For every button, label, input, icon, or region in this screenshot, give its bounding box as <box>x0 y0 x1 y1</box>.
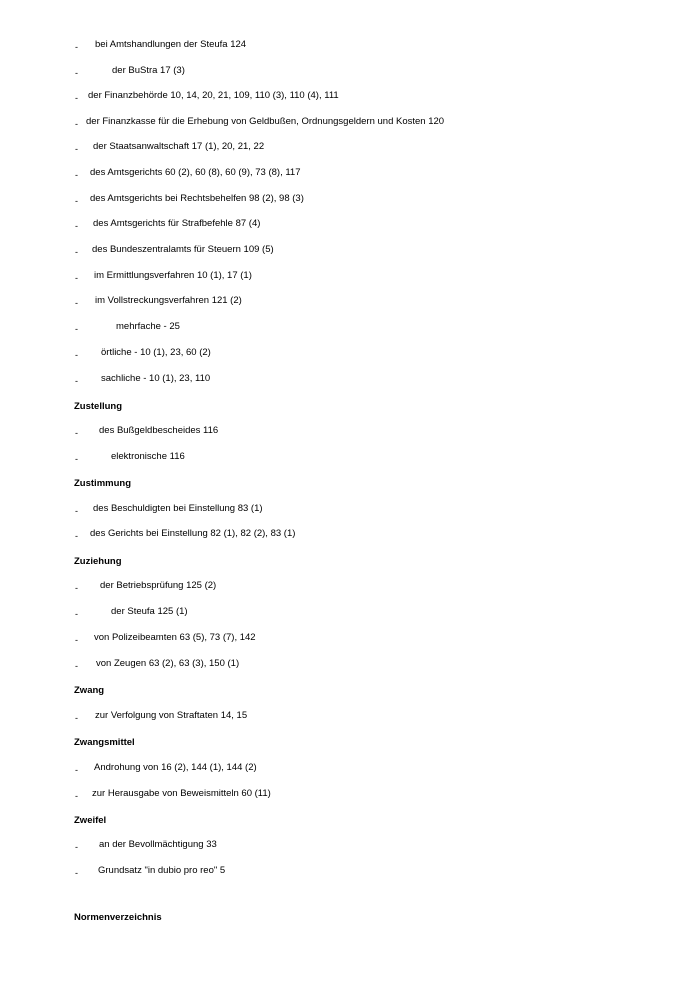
entry-text: des Beschuldigten bei Einstellung 83 (1) <box>93 503 263 514</box>
dash-glyph: - <box>75 247 78 257</box>
entry-text: örtliche - 10 (1), 23, 60 (2) <box>101 347 211 358</box>
entry-text: des Amtsgerichts für Strafbefehle 87 (4) <box>93 218 261 229</box>
entry-text: des Amtsgerichts bei Rechtsbehelfen 98 (2), 98 (3) <box>90 193 304 204</box>
dash-glyph: - <box>75 68 78 78</box>
entry-text: der Finanzkasse für die Erhebung von Geldbußen, Ordnungsgeldern und Kosten 120 <box>86 116 445 127</box>
dash-glyph: - <box>75 609 78 619</box>
dash-glyph: - <box>75 350 78 360</box>
dash-glyph: - <box>75 324 78 334</box>
entry-text: des Bußgeldbescheides 116 <box>99 425 219 436</box>
dash-glyph: - <box>75 713 78 723</box>
dash-glyph: - <box>75 221 78 231</box>
dash-glyph: - <box>75 868 78 878</box>
entry-text: im Ermittlungsverfahren 10 (1), 17 (1) <box>94 270 252 281</box>
section-title: Normenverzeichnis <box>74 912 162 923</box>
entry-text: im Vollstreckungsverfahren 121 (2) <box>95 295 242 306</box>
index-heading: Zuziehung <box>74 556 122 567</box>
entry-text: von Zeugen 63 (2), 63 (3), 150 (1) <box>96 658 240 669</box>
entry-text: des Amtsgerichts 60 (2), 60 (8), 60 (9), 73 (8), 117 <box>90 167 301 178</box>
dash-glyph: - <box>75 661 78 671</box>
index-heading: Zweifel <box>74 815 107 826</box>
entry-text: zur Herausgabe von Beweismitteln 60 (11) <box>92 788 271 799</box>
entry-text: der Finanzbehörde 10, 14, 20, 21, 109, 110 (3), 110 (4), 111 <box>88 90 339 101</box>
dash-glyph: - <box>75 842 78 852</box>
entry-text: mehrfache - 25 <box>116 321 180 332</box>
entry-text: des Gerichts bei Einstellung 82 (1), 82 (2), 83 (1) <box>90 528 296 539</box>
entry-text: sachliche - 10 (1), 23, 110 <box>101 373 211 384</box>
dash-glyph: - <box>75 93 78 103</box>
entry-text: der Betriebsprüfung 125 (2) <box>100 580 217 591</box>
entry-text: bei Amtshandlungen der Steufa 124 <box>95 39 247 50</box>
dash-glyph: - <box>75 583 78 593</box>
dash-glyph: - <box>75 428 78 438</box>
entry-text: zur Verfolgung von Straftaten 14, 15 <box>95 710 248 721</box>
dash-glyph: - <box>75 635 78 645</box>
entry-text: der BuStra 17 (3) <box>112 65 185 76</box>
index-heading: Zwangsmittel <box>74 737 135 748</box>
dash-glyph: - <box>75 298 78 308</box>
index-heading: Zustellung <box>74 401 123 412</box>
entry-text: von Polizeibeamten 63 (5), 73 (7), 142 <box>94 632 256 643</box>
entry-text: elektronische 116 <box>111 451 185 462</box>
dash-glyph: - <box>75 376 78 386</box>
dash-glyph: - <box>75 454 78 464</box>
dash-glyph: - <box>75 42 78 52</box>
entry-text: des Bundeszentralamts für Steuern 109 (5) <box>92 244 274 255</box>
dash-glyph: - <box>75 765 78 775</box>
dash-glyph: - <box>75 196 78 206</box>
index-heading: Zustimmung <box>74 478 131 489</box>
entry-text: der Steufa 125 (1) <box>111 606 188 617</box>
dash-glyph: - <box>75 119 78 129</box>
dash-glyph: - <box>75 531 78 541</box>
dash-glyph: - <box>75 791 78 801</box>
index-heading: Zwang <box>74 685 105 696</box>
dash-glyph: - <box>75 273 78 283</box>
entry-text: Grundsatz "in dubio pro reo" 5 <box>98 865 226 876</box>
dash-glyph: - <box>75 506 78 516</box>
entry-text: der Staatsanwaltschaft 17 (1), 20, 21, 22 <box>93 141 265 152</box>
dash-glyph: - <box>75 170 78 180</box>
entry-text: an der Bevollmächtigung 33 <box>99 839 217 850</box>
dash-glyph: - <box>75 144 78 154</box>
entry-text: Androhung von 16 (2), 144 (1), 144 (2) <box>94 762 257 773</box>
